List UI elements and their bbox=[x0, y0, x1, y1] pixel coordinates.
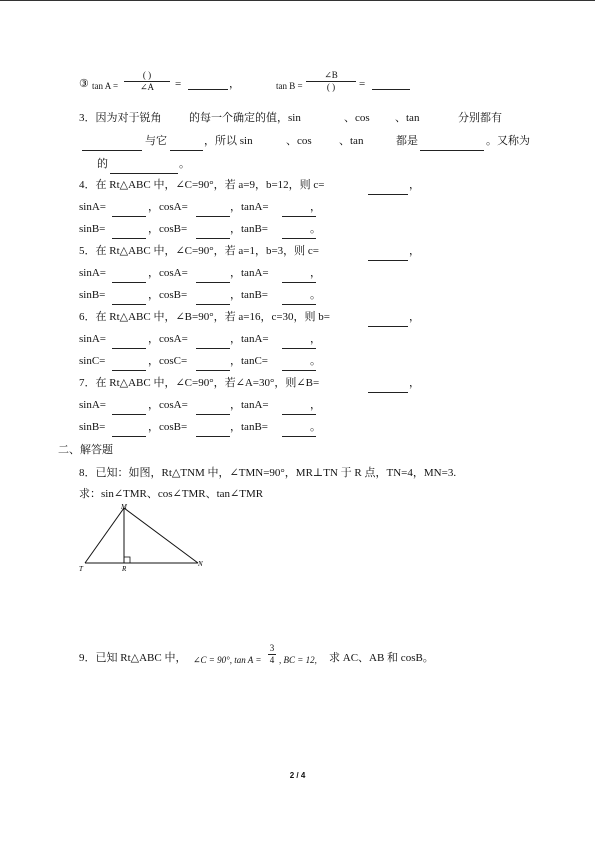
q6-l3-part: ，tanC= bbox=[230, 355, 268, 367]
q4-l2-part: ，tanA= bbox=[230, 201, 269, 213]
q3-text-h: 、cos bbox=[286, 135, 312, 147]
vertex-label-R: R bbox=[122, 565, 127, 573]
vertex-label-N: N bbox=[198, 560, 203, 568]
q3-text-i: 、tan bbox=[339, 135, 364, 147]
answer-blank[interactable] bbox=[112, 228, 146, 239]
vertex-label-T: T bbox=[79, 565, 83, 573]
answer-blank[interactable] bbox=[112, 338, 146, 349]
tanB-fraction bbox=[306, 70, 356, 93]
q7-l2-part: ， bbox=[310, 399, 321, 411]
q6-l3-part: 。 bbox=[310, 355, 321, 367]
answer-blank[interactable] bbox=[196, 228, 230, 239]
vertex-label-M: M bbox=[121, 503, 127, 511]
q9-fraction bbox=[268, 643, 276, 666]
q7-l2-part: sinA= bbox=[79, 399, 106, 411]
tanB-label: tan B = bbox=[276, 81, 303, 91]
q9-denominator: 4 bbox=[269, 655, 275, 665]
section-heading: 二、解答题 bbox=[58, 444, 113, 456]
q7-statement: 7．在 Rt△ABC 中，∠C=90°，若∠A=30°，则∠B= bbox=[79, 377, 320, 389]
answer-blank[interactable] bbox=[170, 140, 203, 151]
answer-blank[interactable] bbox=[196, 338, 230, 349]
q9-numerator: 3 bbox=[269, 643, 275, 653]
q6-statement-end: ， bbox=[409, 311, 420, 323]
q5-l2-part: ，cosA= bbox=[148, 267, 188, 279]
tanB-numerator: ∠B bbox=[324, 70, 338, 80]
q7-statement-end: ， bbox=[409, 377, 420, 389]
answer-blank[interactable] bbox=[282, 206, 316, 217]
answer-blank[interactable] bbox=[196, 206, 230, 217]
q4-l3-part: ，cosB= bbox=[148, 223, 188, 235]
q5-statement: 5．在 Rt△ABC 中，∠C=90°，若 a=1，b=3，则 c= bbox=[79, 245, 320, 257]
q6-l3-part: sinC= bbox=[79, 355, 106, 367]
answer-blank[interactable] bbox=[282, 404, 316, 415]
q8-question: 求：sin∠TMR、cos∠TMR、tan∠TMR bbox=[79, 488, 264, 500]
q6-l3-part: ，cosC= bbox=[148, 355, 188, 367]
answer-blank[interactable] bbox=[196, 272, 230, 283]
comma: ， bbox=[229, 78, 240, 90]
q3-text-m: 。 bbox=[179, 158, 190, 170]
page-top-border bbox=[0, 0, 595, 1]
answer-blank[interactable] bbox=[112, 272, 146, 283]
q3-text-f: 与它 bbox=[145, 135, 167, 147]
q5-l2-part: sinA= bbox=[79, 267, 106, 279]
circle-number-3: ③ bbox=[79, 78, 89, 90]
q5-statement-end: ， bbox=[409, 245, 420, 257]
answer-blank[interactable] bbox=[112, 426, 146, 437]
q6-l2-part: ， bbox=[310, 333, 321, 345]
q5-l3-part: sinB= bbox=[79, 289, 106, 301]
q9-text-b: ∠C = 90°, tan A = bbox=[193, 655, 262, 665]
answer-blank[interactable] bbox=[196, 404, 230, 415]
answer-blank[interactable] bbox=[112, 360, 146, 371]
q4-l3-part: 。 bbox=[310, 223, 321, 235]
equals-2: = bbox=[359, 78, 366, 90]
answer-blank[interactable] bbox=[196, 426, 230, 437]
q5-l2-part: ， bbox=[310, 267, 321, 279]
answer-blank[interactable] bbox=[372, 79, 410, 90]
q7-l3-part: sinB= bbox=[79, 421, 106, 433]
answer-blank[interactable] bbox=[368, 250, 408, 261]
q4-l2-part: ，cosA= bbox=[148, 201, 188, 213]
q4-l3-part: ，tanB= bbox=[230, 223, 268, 235]
equals-1: = bbox=[175, 78, 182, 90]
q3-text-d: 、tan bbox=[395, 112, 420, 124]
q3-text-e: 分别都有 bbox=[458, 112, 502, 124]
answer-blank[interactable] bbox=[368, 316, 408, 327]
q3-text-c: 、cos bbox=[344, 112, 370, 124]
q4-statement: 4．在 Rt△ABC 中，∠C=90°，若 a=9，b=12，则 c= bbox=[79, 179, 325, 191]
q9-text-c: , BC = 12, bbox=[279, 655, 317, 665]
answer-blank[interactable] bbox=[112, 404, 146, 415]
answer-blank[interactable] bbox=[282, 272, 316, 283]
q7-l2-part: ，cosA= bbox=[148, 399, 188, 411]
q4-l2-part: sinA= bbox=[79, 201, 106, 213]
answer-blank[interactable] bbox=[282, 294, 316, 305]
q3-text-b: 的每一个确定的值，sin bbox=[189, 112, 301, 124]
answer-blank[interactable] bbox=[282, 360, 316, 371]
answer-blank[interactable] bbox=[282, 426, 316, 437]
q3-text-a: 3．因为对于锐角 bbox=[79, 112, 162, 124]
tanA-numerator: ( ) bbox=[142, 70, 152, 80]
answer-blank[interactable] bbox=[196, 360, 230, 371]
q3-text-k: 。又称为 bbox=[486, 135, 530, 147]
q6-l2-part: ，tanA= bbox=[230, 333, 269, 345]
answer-blank[interactable] bbox=[112, 294, 146, 305]
q8-statement: 8．已知：如图，Rt△TNM 中，∠TMN=90°，MR⊥TN 于 R 点，TN=4，MN=3. bbox=[79, 467, 457, 479]
q5-l3-part: ，cosB= bbox=[148, 289, 188, 301]
q5-l3-part: 。 bbox=[310, 289, 321, 301]
q5-l3-part: ，tanB= bbox=[230, 289, 268, 301]
triangle-diagram bbox=[75, 500, 215, 580]
q5-l2-part: ，tanA= bbox=[230, 267, 269, 279]
answer-blank[interactable] bbox=[82, 140, 142, 151]
q6-statement: 6．在 Rt△ABC 中，∠B=90°，若 a=16，c=30，则 b= bbox=[79, 311, 331, 323]
q3-text-j: 都是 bbox=[396, 135, 418, 147]
q7-l3-part: ，cosB= bbox=[148, 421, 188, 433]
answer-blank[interactable] bbox=[188, 79, 228, 90]
answer-blank[interactable] bbox=[110, 163, 178, 174]
tanA-label: tan A = bbox=[92, 81, 119, 91]
q4-l3-part: sinB= bbox=[79, 223, 106, 235]
q6-l2-part: ，cosA= bbox=[148, 333, 188, 345]
answer-blank[interactable] bbox=[420, 140, 484, 151]
q6-l2-part: sinA= bbox=[79, 333, 106, 345]
q7-l3-part: ，tanB= bbox=[230, 421, 268, 433]
answer-blank[interactable] bbox=[368, 382, 408, 393]
answer-blank[interactable] bbox=[196, 294, 230, 305]
tanA-denominator: ∠A bbox=[139, 82, 155, 92]
q7-l3-part: 。 bbox=[310, 421, 321, 433]
q3-text-l: 的 bbox=[97, 158, 108, 170]
page-number: 2 / 4 bbox=[289, 771, 306, 780]
answer-blank[interactable] bbox=[282, 228, 316, 239]
q7-l2-part: ，tanA= bbox=[230, 399, 269, 411]
q9-text-a: 9．已知 Rt△ABC 中， bbox=[79, 652, 187, 664]
answer-blank[interactable] bbox=[368, 184, 408, 195]
q3-text-g: ，所以 sin bbox=[204, 135, 253, 147]
answer-blank[interactable] bbox=[112, 206, 146, 217]
answer-blank[interactable] bbox=[282, 338, 316, 349]
q9-text-d: 求 AC、AB 和 cosB。 bbox=[329, 652, 434, 664]
q4-l2-part: ， bbox=[310, 201, 321, 213]
tanB-denominator: ( ) bbox=[326, 82, 336, 92]
tanA-fraction bbox=[124, 70, 170, 93]
q4-statement-end: ， bbox=[409, 179, 420, 191]
